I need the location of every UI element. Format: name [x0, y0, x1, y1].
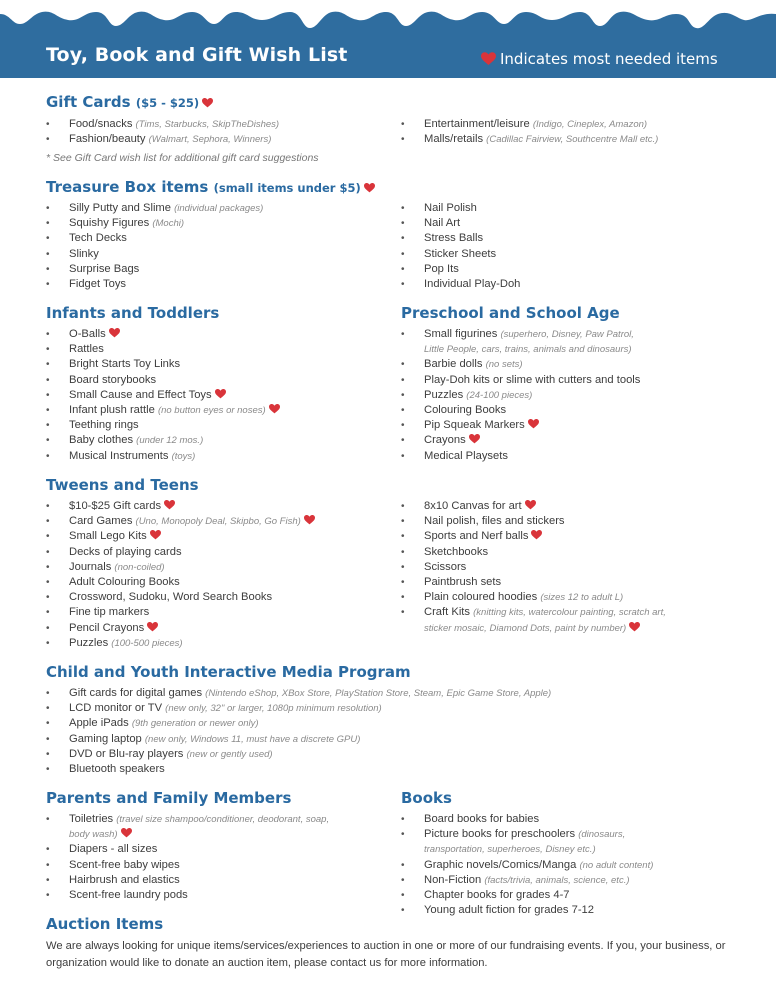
list-item	[401, 529, 666, 544]
item-note: (superhero, Disney, Paw Patrol,	[500, 329, 634, 340]
list-item	[401, 201, 520, 216]
treasure-box-list-left	[46, 201, 263, 292]
heart-icon	[150, 530, 161, 540]
list-item	[401, 827, 653, 857]
list-item	[401, 247, 520, 262]
list-item	[46, 812, 329, 842]
item-text: Paintbrush sets	[424, 576, 502, 589]
item-note: Little People, cars, trains, animals and dinosaurs)	[424, 344, 632, 356]
item-text: Sketchbooks	[424, 545, 489, 558]
item-text: Bright Starts Toy Links	[69, 358, 181, 371]
list-item	[401, 357, 640, 372]
list-item	[46, 231, 263, 246]
heart-icon	[531, 530, 542, 540]
preschool-title: Preschool and School Age	[401, 304, 620, 322]
item-text: Sticker Sheets	[424, 247, 497, 260]
list-item	[401, 449, 640, 464]
list-item	[46, 132, 279, 147]
list-item	[46, 327, 280, 342]
item-text: Puzzles	[69, 636, 109, 649]
item-text: Board books for babies	[424, 813, 540, 825]
parents-list	[46, 812, 329, 903]
item-note: (under 12 mos.)	[136, 435, 204, 447]
gift-cards-list-left	[46, 117, 279, 147]
heart-icon	[304, 515, 315, 525]
item-text: 8x10 Canvas for art	[424, 500, 522, 512]
item-note: (Uno, Monopoly Deal, Skipbo, Go Fish)	[135, 516, 301, 528]
list-item	[46, 590, 315, 605]
item-text: Nail Polish	[424, 202, 477, 214]
item-note: transportation, superheroes, Disney etc.)	[424, 844, 596, 856]
item-text: Fidget Toys	[69, 278, 127, 291]
list-item	[401, 560, 666, 575]
media-list	[46, 686, 551, 777]
header-banner	[0, 0, 776, 78]
item-text: Musical Instruments	[69, 449, 169, 462]
heart-icon	[147, 622, 158, 632]
auction-paragraph: We are always looking for unique items/services/experiences to auction in one or more of our fundraising events. If you, your business, or organization would like to donate an auction item, please contact us for more information.	[46, 940, 726, 969]
heart-icon	[481, 52, 496, 66]
item-text: Decks of playing cards	[69, 545, 182, 558]
item-text: Fashion/beauty	[69, 133, 146, 146]
item-text: Young adult fiction for grades 7-12	[424, 904, 595, 917]
heart-icon	[364, 183, 375, 193]
media-title: Child and Youth Interactive Media Program	[46, 663, 411, 681]
item-text: Barbie dolls	[424, 358, 483, 371]
item-text: Entertainment/leisure	[424, 118, 530, 130]
item-note: (knitting kits, watercolour painting, scratch art,	[473, 607, 666, 619]
item-note: (24-100 pieces)	[466, 389, 533, 401]
list-item	[401, 514, 666, 529]
list-item	[401, 403, 640, 418]
item-text: Gift cards for digital games	[69, 687, 203, 699]
treasure-box-title: Treasure Box items (small items under $5)	[46, 178, 375, 196]
list-item	[46, 433, 280, 448]
list-item	[46, 529, 315, 544]
item-text: Nail Art	[424, 217, 461, 230]
item-note-continued	[69, 827, 329, 842]
list-item	[401, 388, 640, 403]
page-title: Toy, Book and Gift Wish List	[46, 44, 348, 66]
legend-text: Indicates most needed items	[500, 50, 718, 68]
list-item	[46, 762, 551, 777]
list-item	[46, 686, 551, 701]
list-item	[401, 888, 653, 903]
list-item	[46, 418, 280, 433]
list-item	[46, 247, 263, 262]
list-item	[401, 277, 520, 292]
list-item	[46, 373, 280, 388]
item-text: Pip Squeak Markers	[424, 419, 525, 432]
item-text: Nail polish, files and stickers	[424, 515, 565, 528]
legend	[481, 50, 718, 68]
list-item	[401, 327, 640, 357]
item-text: Scent-free baby wipes	[69, 858, 180, 871]
item-note: (dinosaurs,	[578, 829, 626, 841]
item-text: O-Balls	[69, 328, 106, 340]
list-item	[401, 216, 520, 231]
gift-cards-title: Gift Cards ($5 - $25)	[46, 93, 213, 111]
item-note: (individual packages)	[174, 203, 264, 214]
item-text: Small figurines	[424, 328, 498, 340]
list-item	[46, 747, 551, 762]
list-item	[401, 231, 520, 246]
item-text: Small Lego Kits	[69, 530, 147, 543]
list-item	[401, 873, 653, 888]
heart-icon	[528, 419, 539, 429]
list-item	[46, 499, 315, 514]
item-text: Stress Balls	[424, 232, 484, 245]
list-item	[46, 575, 315, 590]
item-note: (non-coiled)	[114, 561, 165, 573]
heart-icon	[525, 500, 536, 510]
item-note: (Walmart, Sephora, Winners)	[148, 134, 272, 146]
list-item	[46, 716, 551, 731]
item-text: Small Cause and Effect Toys	[69, 388, 212, 401]
list-item	[46, 216, 263, 231]
item-text: DVD or Blu-ray players	[69, 747, 184, 760]
list-item	[46, 342, 280, 357]
heart-icon	[121, 828, 132, 838]
item-text: Adult Colouring Books	[69, 576, 180, 589]
item-text: Individual Play-Doh	[424, 278, 521, 291]
heart-icon	[269, 404, 280, 414]
heart-icon	[164, 500, 175, 510]
item-text: Infant plush rattle	[69, 404, 155, 417]
list-item	[401, 132, 658, 147]
item-text: Bluetooth speakers	[69, 763, 165, 776]
item-text: Toiletries	[69, 813, 114, 825]
list-item	[401, 858, 653, 873]
item-text: Pop Its	[424, 262, 459, 275]
list-item	[401, 418, 640, 433]
item-note-continued	[424, 621, 666, 636]
heart-icon	[215, 389, 226, 399]
item-note: (new only, 32" or larger, 1080p minimum resolution)	[165, 703, 382, 715]
item-note: body wash)	[69, 829, 118, 841]
auction-title: Auction Items	[46, 915, 164, 933]
list-item	[401, 499, 666, 514]
snow-border-decoration	[0, 0, 776, 40]
books-title: Books	[401, 789, 452, 807]
list-item	[46, 873, 329, 888]
item-text: Picture books for preschoolers	[424, 828, 576, 841]
list-item	[46, 560, 315, 575]
heart-icon	[469, 434, 480, 444]
item-text: Sports and Nerf balls	[424, 530, 529, 543]
item-text: Puzzles	[424, 388, 464, 401]
item-note: (Tims, Starbucks, SkipTheDishes)	[135, 119, 280, 130]
list-item	[46, 545, 315, 560]
item-text: Food/snacks	[69, 118, 133, 130]
item-text: Non-Fiction	[424, 873, 482, 886]
item-text: Malls/retails	[424, 133, 484, 146]
list-item	[46, 701, 551, 716]
item-text: Pencil Crayons	[69, 621, 145, 634]
list-item	[401, 117, 658, 132]
item-text: Fine tip markers	[69, 606, 150, 619]
heart-icon	[109, 328, 120, 338]
item-note: (Nintendo eShop, XBox Store, PlayStation Store, Steam, Epic Game Store, Apple)	[205, 688, 552, 699]
item-text: Journals	[69, 560, 112, 573]
item-text: Crayons	[424, 434, 466, 447]
item-text: Hairbrush and elastics	[69, 873, 180, 886]
heart-icon	[629, 622, 640, 632]
item-text: Medical Playsets	[424, 449, 508, 462]
list-item	[46, 636, 315, 651]
item-note: (sizes 12 to adult L)	[540, 592, 624, 604]
books-list	[401, 812, 653, 918]
item-text: Tech Decks	[69, 232, 127, 245]
item-text: Board storybooks	[69, 373, 157, 386]
item-text: Colouring Books	[424, 404, 507, 417]
list-item	[46, 201, 263, 216]
item-text: Plain coloured hoodies	[424, 591, 538, 604]
item-note: (Indigo, Cineplex, Amazon)	[532, 119, 648, 130]
item-text: Crossword, Sudoku, Word Search Books	[69, 591, 273, 604]
item-text: Diapers - all sizes	[69, 843, 158, 856]
list-item	[401, 575, 666, 590]
list-item	[46, 732, 551, 747]
list-item	[401, 373, 640, 388]
item-note: (Cadillac Fairview, Southcentre Mall etc.)	[486, 134, 659, 146]
gift-cards-list-right	[401, 117, 658, 147]
item-note-continued	[424, 342, 640, 357]
infants-title: Infants and Toddlers	[46, 304, 220, 322]
item-text: Apple iPads	[69, 717, 129, 730]
list-item	[46, 449, 280, 464]
item-note: (9th generation or newer only)	[131, 718, 259, 730]
item-note: (100-500 pieces)	[111, 637, 183, 649]
item-text: Teething rings	[69, 419, 139, 432]
tweens-title: Tweens and Teens	[46, 476, 199, 494]
item-note: sticker mosaic, Diamond Dots, paint by number)	[424, 622, 627, 634]
item-text: Slinky	[69, 247, 99, 260]
list-item	[46, 858, 329, 873]
item-note: (new or gently used)	[186, 748, 273, 760]
list-item	[401, 605, 666, 635]
list-item	[401, 262, 520, 277]
item-text: Graphic novels/Comics/Manga	[424, 858, 577, 871]
item-note: (no adult content)	[579, 859, 654, 871]
list-item	[46, 621, 315, 636]
list-item	[46, 117, 279, 132]
tweens-list-left	[46, 499, 315, 651]
list-item	[46, 403, 280, 418]
list-item	[46, 842, 329, 857]
item-note: (no sets)	[485, 359, 523, 371]
parents-title: Parents and Family Members	[46, 789, 292, 807]
list-item	[46, 277, 263, 292]
list-item	[46, 357, 280, 372]
list-item	[46, 388, 280, 403]
item-text: Rattles	[69, 343, 104, 356]
infants-list	[46, 327, 280, 464]
item-text: Play-Doh kits or slime with cutters and tools	[424, 373, 641, 386]
item-note: (Mochi)	[152, 218, 184, 230]
item-text: LCD monitor or TV	[69, 702, 163, 715]
item-note: (no button eyes or noses)	[157, 405, 266, 417]
item-note: (facts/trivia, animals, science, etc.)	[484, 874, 630, 886]
item-note: (toys)	[171, 450, 196, 462]
list-item	[401, 903, 653, 918]
tweens-list-right	[401, 499, 666, 636]
heart-icon	[202, 98, 213, 108]
item-text: $10-$25 Gift cards	[69, 500, 162, 512]
list-item	[401, 590, 666, 605]
item-text: Gaming laptop	[69, 732, 142, 745]
list-item	[46, 514, 315, 529]
item-text: Surprise Bags	[69, 262, 140, 275]
list-item	[46, 262, 263, 277]
item-note: (travel size shampoo/conditioner, deodorant, soap,	[116, 814, 330, 825]
item-text: Chapter books for grades 4-7	[424, 889, 570, 902]
item-note-continued	[424, 842, 653, 857]
item-text: Scent-free laundry pods	[69, 889, 188, 902]
item-text: Baby clothes	[69, 434, 134, 447]
list-item	[46, 888, 329, 903]
item-text: Scissors	[424, 560, 467, 573]
item-text: Silly Putty and Slime	[69, 202, 171, 214]
item-text: Squishy Figures	[69, 217, 150, 230]
item-text: Card Games	[69, 515, 133, 528]
list-item	[46, 605, 315, 620]
preschool-list	[401, 327, 640, 464]
item-text: Craft Kits	[424, 606, 471, 619]
treasure-box-list-right	[401, 201, 520, 292]
list-item	[401, 812, 653, 827]
list-item	[401, 433, 640, 448]
item-note: (new only, Windows 11, must have a discrete GPU)	[144, 733, 361, 745]
list-item	[401, 545, 666, 560]
gift-cards-footnote: * See Gift Card wish list for additional gift card suggestions	[46, 152, 319, 164]
